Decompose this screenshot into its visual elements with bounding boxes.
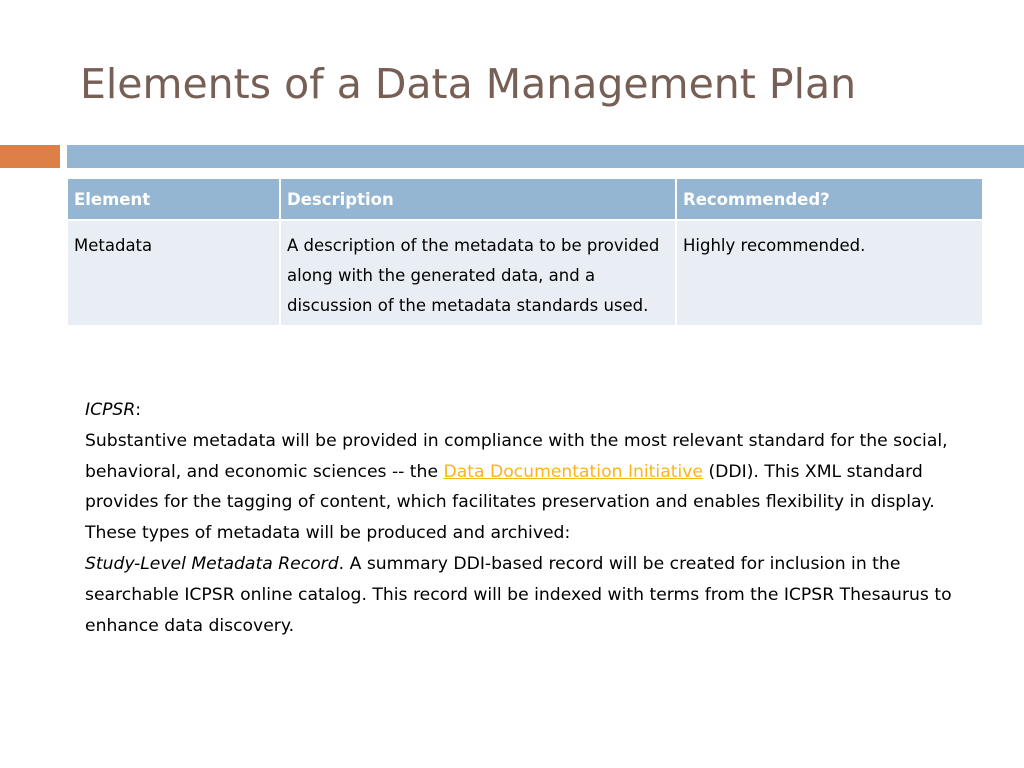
icpsr-example-text [85,395,975,641]
accent-bar-blue [67,145,1024,168]
column-header-recommended: Recommended? [676,179,982,220]
cell-element: Metadata [68,220,280,325]
cell-recommended: Highly recommended. [676,220,982,325]
study-level-text: . A summary DDI-based record will be created for inclusion in the searchable ICPSR online catalog. This record will be indexed with terms from the ICPSR Thesaurus to enhance data discovery. [85,553,952,636]
table-row [68,220,982,325]
source-label: ICPSR [85,400,136,420]
metadata-paragraph [85,426,975,549]
table-header-row [68,179,982,220]
study-level-label: Study-Level Metadata Record [85,553,339,574]
source-heading [85,395,975,426]
paragraph-text-end: (DDI). This XML standard provides for the tagging of content, which facilitates preservation and enables flexibility in display. These types of metadata will be produced and archived: [85,461,935,544]
source-colon: : [135,400,142,420]
accent-bar-orange [0,145,60,168]
study-level-paragraph [85,549,975,641]
cell-description: A description of the metadata to be provided along with the generated data, and a discussion of the metadata standards used. [280,220,676,325]
slide-title: Elements of a Data Management Plan [80,60,857,108]
ddi-link[interactable]: Data Documentation Initiative [443,461,703,482]
column-header-description: Description [280,179,676,220]
paragraph-text-start: Substantive metadata will be provided in compliance with the most relevant standard for the social, behavioral, and economic sciences -- the [85,430,948,482]
column-header-element: Element [68,179,280,220]
dmp-elements-table [68,179,982,325]
